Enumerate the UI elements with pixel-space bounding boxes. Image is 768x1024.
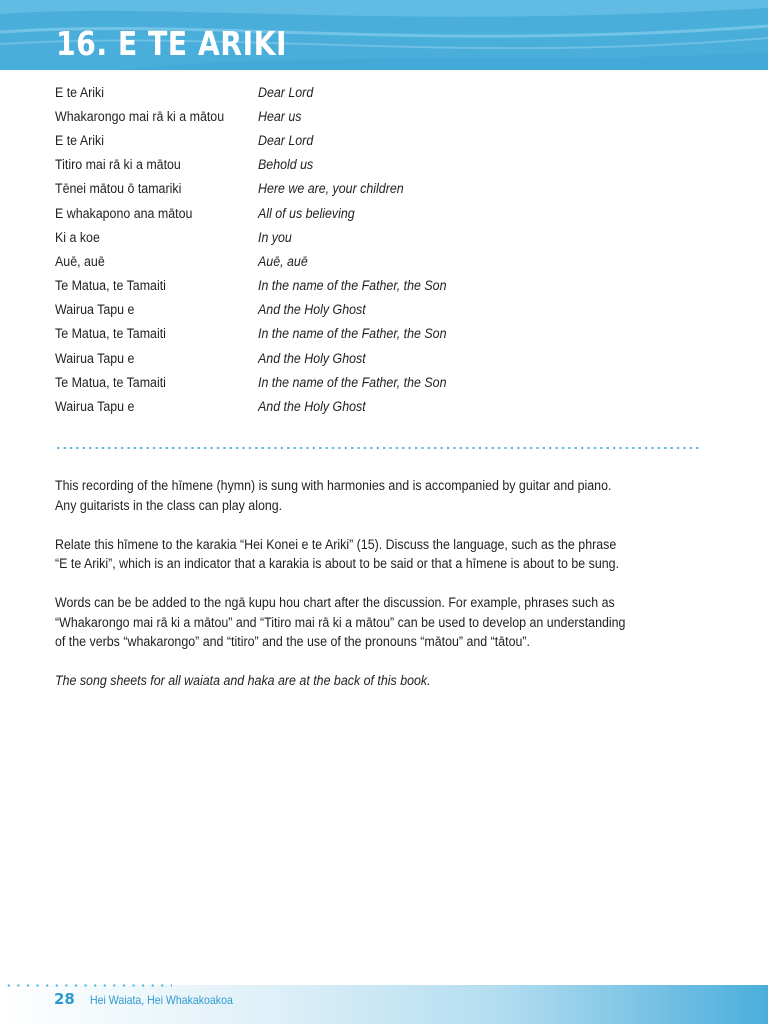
notes-line: “Whakarongo mai rā ki a mātou” and “Titiro mai rā ki a mātou” can be used to develop an understanding: [55, 614, 626, 630]
lyrics-row: [55, 201, 655, 225]
teaching-notes: [55, 476, 655, 710]
lyrics-row: [55, 370, 655, 394]
lyrics-row: [55, 225, 655, 249]
lyric-english: In you: [258, 229, 292, 245]
page-header-banner: [0, 0, 768, 70]
song-sheets-note: The song sheets for all waiata and haka are at the back of this book.: [55, 673, 431, 688]
page-title: 16. E TE ARIKI: [56, 24, 288, 63]
notes-line: of the verbs “whakarongo” and “titiro” and the use of the pronouns “mātou” and “tātou”.: [55, 634, 530, 649]
lyrics-row: [55, 394, 655, 418]
lyric-english: In the name of the Father, the Son: [258, 326, 447, 342]
lyric-english: And the Holy Ghost: [258, 302, 366, 318]
page-number: 28: [54, 990, 75, 1008]
notes-paragraph: [55, 476, 681, 515]
lyric-maori: Titiro mai rā ki a mātou: [55, 157, 181, 173]
book-title: Hei Waiata, Hei Whakakoakoa: [90, 993, 233, 1007]
lyric-english: Behold us: [258, 157, 314, 173]
lyric-english: And the Holy Ghost: [258, 350, 366, 366]
notes-line: Words can be be added to the ngā kupu hou chart after the discussion. For example, phrases such as: [55, 595, 615, 610]
lyrics-row: [55, 346, 655, 370]
lyric-maori: Te Matua, te Tamaiti: [55, 374, 166, 390]
lyric-english: Dear Lord: [258, 132, 314, 148]
lyrics-row: [55, 177, 655, 201]
dotted-divider: [55, 447, 700, 449]
lyrics-row: [55, 322, 655, 346]
lyric-maori: Auē, auē: [55, 253, 105, 269]
notes-paragraph: [55, 535, 681, 574]
lyric-maori: Te Matua, te Tamaiti: [55, 326, 166, 342]
lyrics-row: [55, 104, 655, 128]
notes-line: Any guitarists in the class can play along.: [55, 497, 283, 513]
lyric-maori: Wairua Tapu e: [55, 350, 135, 366]
lyrics-table: [55, 80, 655, 419]
lyric-maori: Wairua Tapu e: [55, 302, 135, 318]
notes-line: “E te Ariki”, which is an indicator that a karakia is about to be said or that a hīmene is about to be sung.: [55, 556, 620, 571]
notes-line: Relate this hīmene to the karakia “Hei Konei e te Ariki” (15). Discuss the language, such as the phrase: [55, 536, 617, 552]
lyric-english: Auē, auē: [258, 253, 308, 269]
lyric-english: Hear us: [258, 108, 302, 124]
lyric-english: In the name of the Father, the Son: [258, 374, 447, 390]
lyrics-row: [55, 128, 655, 152]
lyric-maori: Wairua Tapu e: [55, 399, 135, 415]
lyric-maori: E te Ariki: [55, 132, 105, 148]
lyric-english: All of us believing: [258, 205, 355, 221]
lyric-maori: Whakarongo mai rā ki a mātou: [55, 108, 225, 124]
lyric-maori: E whakapono ana mātou: [55, 205, 193, 221]
lyric-maori: Ki a koe: [55, 229, 100, 245]
lyric-maori: Tēnei mātou ō tamariki: [55, 181, 182, 197]
lyrics-row: [55, 274, 655, 298]
notes-paragraph: [55, 593, 681, 652]
lyric-maori: Te Matua, te Tamaiti: [55, 278, 166, 294]
lyric-english: And the Holy Ghost: [258, 399, 366, 415]
lyric-english: In the name of the Father, the Son: [258, 278, 447, 294]
lyrics-row: [55, 249, 655, 273]
notes-line: This recording of the hīmene (hymn) is sung with harmonies and is accompanied by guitar and piano.: [55, 478, 612, 493]
footer-dotted-line: [4, 984, 172, 987]
lyrics-row: [55, 80, 655, 104]
lyrics-row: [55, 298, 655, 322]
lyrics-row: [55, 153, 655, 177]
lyric-english: Dear Lord: [258, 84, 314, 100]
lyric-maori: E te Ariki: [55, 84, 105, 100]
lyric-english: Here we are, your children: [258, 181, 404, 197]
